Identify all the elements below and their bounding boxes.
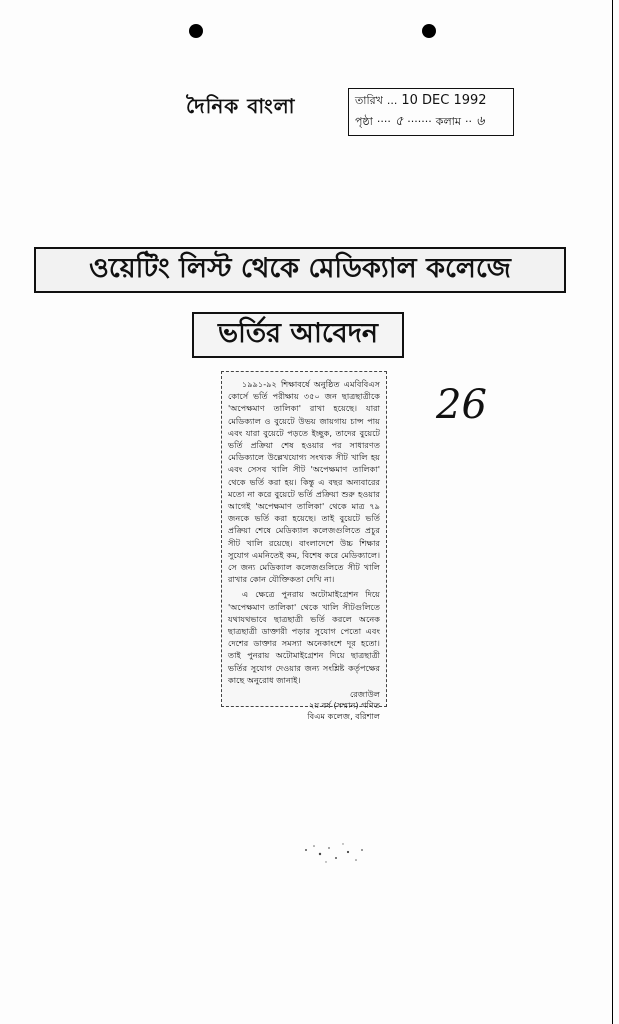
handwritten-page-number: 26 — [436, 382, 487, 428]
newspaper-masthead: দৈনিক বাংলা — [186, 94, 296, 118]
author-place: বিএম কলেজ, বরিশাল — [307, 711, 380, 722]
stamp-date-row — [355, 92, 507, 112]
headline-line-1: ওয়েটিং লিস্ট থেকে মেডিক্যাল কলেজে — [34, 247, 566, 293]
article-paragraph: এ ক্ষেত্রে পুনরায় অটোমাইগ্রেশন দিয়ে 'অপেক্ষমাণ তালিকা' থেকে খালি সীটগুলিতে যথাযথভাবে ছাত্রছাত্রী ভর্তি করলে অনেক ছাত্রছাত্রী ডাক্তারী পড়ার সুযোগ পেতো এবং দেশের ডাক্তার সমস্যা অনেকাংশে দূর হতো। তাই পুনরায় অটোমাইগ্রেশন দিয়ে ছাত্রছাত্রী ভর্তির সুযোগ দেওয়ার জন্য সংশ্লিষ্ট কর্তৃপক্ষের কাছে অনুরোধ জানাই। — [228, 589, 380, 685]
article-paragraph: ১৯৯১-৯২ শিক্ষাবর্ষে অনুষ্ঠিত এমবিবিএস কোর্সে ভর্তি পরীক্ষায় ৩৫০ জন ছাত্রছাত্রীকে 'অপেক্ষমাণ তালিকা' রাখা হয়েছে। যারা মেডিক্যাল ও বুয়েটে উভয় জায়গায় চান্স পায় এবং যারা বুয়েটে পড়তে ইচ্ছুক, তাদের বুয়েটে ভর্তি প্রক্রিয়া শেষ হওয়ার পর সাধারণত মেডিক্যালে উল্লেখযোগ্য সংখ্যক সীট খালি হয় এবং সেসব খালি সীট 'অপেক্ষমাণ তালিকা' থেকে ভর্তি করা হয়। কিন্তু এ বছর অন্যবারের মতো না করে বুয়েটে ভর্তি প্রক্রিয়া শুরু হওয়ার আগেই 'অপেক্ষমাণ তালিকা' থেকে মাত্র ৭৯ জনকে ভর্তি করা হয়েছে। তাই বুয়েটে ভর্তি প্রক্রিয়া শেষে মেডিক্যাল কলেজগুলিতে প্রচুর সীট খালি রয়েছে। বাংলাদেশে উচ্চ শিক্ষার সুযোগ এমনিতেই কম, বিশেষ করে মেডিক্যালে। সে জন্য মেডিক্যাল কলেজগুলিতে সীট খালি রাখার কোন যৌক্তিকতা দেখি না। — [228, 379, 380, 585]
stamp-page-value: ৫ — [394, 114, 404, 129]
clipping-stamp — [348, 88, 514, 136]
stamp-date-dots: ... — [386, 94, 398, 107]
author-detail: ২য় বর্ষ (সম্মান) গণিত — [309, 700, 380, 711]
scan-speckle — [296, 838, 372, 868]
stamp-page-row: পৃষ্ঠা ···· ৫ ······· কলাম ·· ৬ — [355, 112, 507, 132]
page-edge-line — [612, 0, 613, 1024]
article-clipping — [221, 371, 387, 722]
stamp-column-label: কলাম — [435, 115, 461, 128]
stamp-column-value: ৬ — [475, 114, 485, 129]
stamp-date-value: 10 DEC 1992 — [401, 93, 487, 108]
article-body — [228, 378, 380, 686]
stamp-date-label: তারিখ — [355, 94, 383, 107]
headline-line-2: ভর্তির আবেদন — [192, 312, 404, 358]
author-name: রেজাউল — [349, 689, 380, 700]
punch-hole-right — [422, 24, 436, 38]
author-signature — [228, 689, 380, 722]
punch-hole-left — [189, 24, 203, 38]
stamp-page-label: পৃষ্ঠা — [355, 115, 373, 128]
